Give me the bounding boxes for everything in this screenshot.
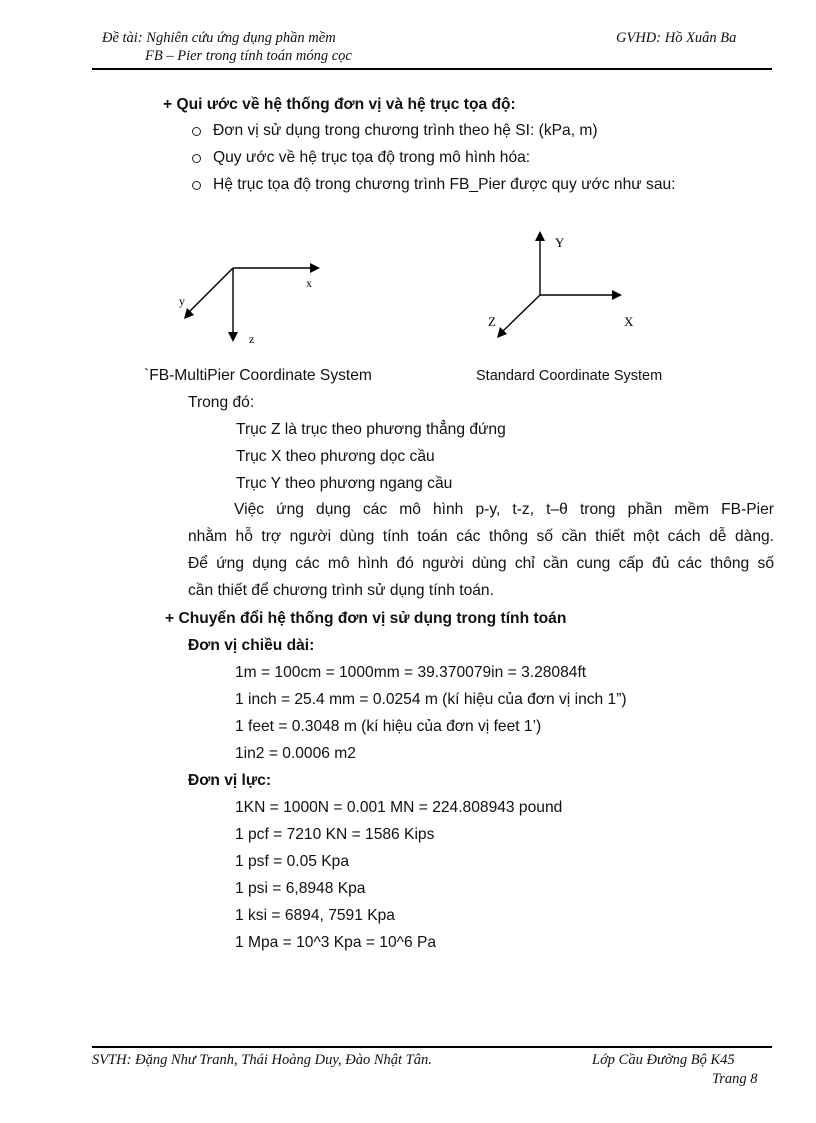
bullet-item-axes-convention: Quy ước về hệ trục tọa độ trong mô hình hóa: — [213, 149, 531, 166]
force-item: 1 Mpa = 10^3 Kpa = 10^6 Pa — [235, 934, 437, 951]
bullet-icon — [192, 127, 201, 136]
header-rule — [92, 68, 772, 70]
length-item: 1m = 100cm = 1000mm = 39.370079in = 3.28084ft — [235, 664, 587, 681]
y-arrow-icon — [184, 308, 194, 319]
header-topic-line2: FB – Pier trong tính toán móng cọc — [145, 48, 352, 64]
bullet-icon — [192, 181, 201, 190]
header-topic-line1: Đề tài: Nghiên cứu ứng dụng phần mềm — [102, 30, 336, 46]
z-arrow-icon — [228, 332, 238, 342]
axis-label-y: y — [179, 294, 185, 308]
force-item: 1 ksi = 6894, 7591 Kpa — [235, 907, 395, 924]
section2-heading: + Chuyển đổi hệ thống đơn vị sử dụng trong tính toán — [165, 610, 567, 627]
force-units-title: Đơn vị lực: — [188, 772, 272, 789]
bullet-item-units: Đơn vị sử dụng trong chương trình theo hệ SI: (kPa, m) — [213, 122, 598, 139]
standard-axes-figure — [480, 225, 650, 355]
x-arrow-icon — [612, 290, 622, 300]
right-figure-caption: Standard Coordinate System — [476, 368, 663, 384]
force-item: 1 pcf = 7210 KN = 1586 Kips — [235, 826, 435, 843]
paragraph-line-4: cần thiết để chương trình sử dụng tính toán. — [188, 582, 494, 599]
intro-text: Trong đó: — [188, 394, 255, 411]
force-item: 1KN = 1000N = 0.001 MN = 224.808943 pound — [235, 799, 563, 816]
bullet-icon — [192, 154, 201, 163]
axis-line-z: Trục Z là trục theo phương thẳng đứng — [236, 421, 506, 438]
length-item: 1in2 = 0.0006 m2 — [235, 745, 356, 762]
axis-label-x: X — [624, 314, 634, 329]
bullet-item-fbpier-axes: Hệ trục tọa độ trong chương trình FB_Pier được quy ước như sau: — [213, 176, 676, 193]
axis-label-y: Y — [555, 235, 565, 250]
paragraph — [188, 496, 774, 604]
force-item: 1 psi = 6,8948 Kpa — [235, 880, 366, 897]
paragraph-line-1: Việc ứng dụng các mô hình p-y, t-z, t–θ trong phần mềm FB-Pier — [234, 501, 774, 518]
left-figure-caption: `FB-MultiPier Coordinate System — [144, 367, 372, 384]
axis-label-x: x — [306, 276, 312, 290]
force-item: 1 psf = 0.05 Kpa — [235, 853, 350, 870]
footer-class: Lớp Cầu Đường Bộ K45 — [592, 1052, 735, 1068]
footer-page-number: Trang 8 — [712, 1071, 758, 1087]
fb-multipier-axes-figure — [170, 255, 340, 355]
axis-label-z: Z — [488, 314, 496, 329]
axis-label-z: z — [249, 332, 255, 346]
paragraph-line-2: nhằm hỗ trợ người dùng tính toán các thông số cần thiết một cách dễ dàng. — [188, 528, 774, 545]
axis-line-x: Trục X theo phương dọc cầu — [236, 448, 435, 465]
length-item: 1 feet = 0.3048 m (kí hiệu của đơn vị feet 1’) — [235, 718, 542, 735]
y-arrow-icon — [535, 231, 545, 241]
length-units-title: Đơn vị chiều dài: — [188, 637, 315, 654]
header-advisor: GVHD: Hồ Xuân Ba — [616, 30, 737, 46]
paragraph-line-3: Để ứng dụng các mô hình đó người dùng chỉ cần cung cấp đủ các thông số — [188, 555, 774, 572]
footer-students: SVTH: Đặng Như Tranh, Thái Hoàng Duy, Đào Nhật Tân. — [92, 1052, 432, 1068]
axis-line-y: Trục Y theo phương ngang cầu — [236, 475, 453, 492]
length-item: 1 inch = 25.4 mm = 0.0254 m (kí hiệu của đơn vị inch 1”) — [235, 691, 627, 708]
x-arrow-icon — [310, 263, 320, 273]
section1-heading: + Qui ước về hệ thống đơn vị và hệ trục tọa độ: — [163, 96, 516, 113]
footer-rule — [92, 1046, 772, 1048]
